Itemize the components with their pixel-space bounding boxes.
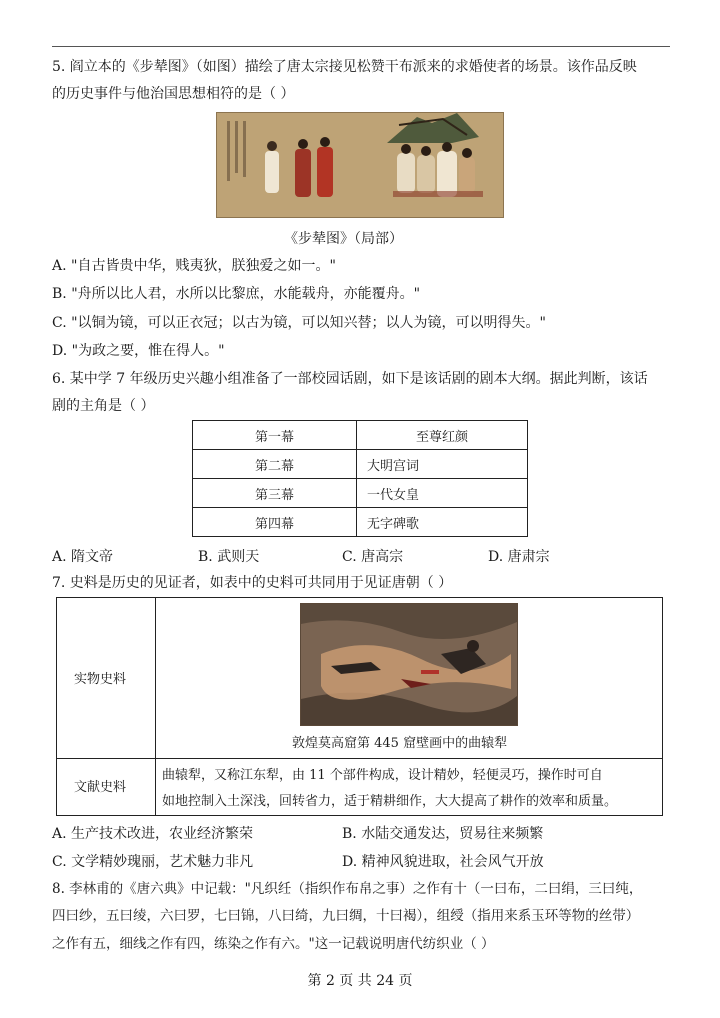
q5-stem-line1: 5. 阎立本的《步辇图》（如图）描绘了唐太宗接见松赞干布派来的求婚使者的场景。该作品反映 [52, 59, 637, 75]
act-cell: 第二幕 [193, 450, 357, 479]
top-rule [52, 46, 670, 47]
q5-image-caption: 《步辇图》（局部） [284, 231, 403, 247]
table-row [193, 479, 528, 508]
q8-stem-line1: 8. 李林甫的《唐六典》中记载："凡织纴（指织作布帛之事）之作有十（一曰布，二曰绢，三曰纯， [52, 881, 643, 897]
act-title-cell: 一代女皇 [357, 479, 528, 508]
q6-option-d: D. 唐肃宗 [488, 549, 550, 565]
q6-option-a: A. 隋文帝 [52, 549, 114, 565]
q5-stem-line2: 的历史事件与他治国思想相符的是（ ） [52, 86, 295, 102]
q7-option-c: C. 文学精妙瑰丽，艺术魅力非凡 [52, 854, 254, 870]
document-source-label: 文献史料 [74, 780, 127, 795]
q7-option-b: B. 水陆交通发达，贸易往来频繁 [342, 826, 544, 842]
act-cell: 第四幕 [193, 508, 357, 537]
q5-option-d: D. "为政之要，惟在得人。" [52, 343, 225, 359]
table-row [193, 450, 528, 479]
page-footer: 第 2 页 共 24 页 [307, 973, 413, 989]
act-title-cell: 至尊红颜 [357, 421, 528, 450]
q5-option-a: A. "自古皆贵中华，贱夷狄，朕独爱之如一。" [52, 258, 336, 274]
table-divider [57, 758, 662, 759]
document-source-text-line1: 曲辕犁，又称江东犁，由 11 个部件构成，设计精妙，轻便灵巧，操作时可自 [162, 768, 603, 783]
q6-option-b: B. 武则天 [198, 549, 260, 565]
q7-options-row2 [52, 851, 672, 871]
q6-option-c: C. 唐高宗 [342, 549, 404, 565]
act-cell: 第一幕 [193, 421, 357, 450]
q5-option-c: C. "以铜为镜，可以正衣冠；以古为镜，可以知兴替；以人为镜，可以明得失。" [52, 315, 546, 331]
q5-option-b: B. "舟所以比人君，水所以比黎庶，水能载舟，亦能覆舟。" [52, 286, 421, 302]
q7-stem: 7. 史料是历史的见证者，如表中的史料可共同用于见证唐朝（ ） [52, 575, 453, 591]
document-source-text-line2: 如地控制入土深浅，回转省力，适于精耕细作，大大提高了耕作的效率和质量。 [162, 794, 618, 809]
q7-option-a: A. 生产技术改进，农业经济繁荣 [52, 826, 254, 842]
act-title-cell: 无字碑歌 [357, 508, 528, 537]
table-divider [155, 598, 156, 815]
act-title-cell: 大明宫词 [357, 450, 528, 479]
script-outline-table [192, 420, 528, 537]
q6-stem-line2: 剧的主角是（ ） [52, 398, 155, 414]
q7-option-d: D. 精神风貌进取，社会风气开放 [342, 854, 544, 870]
dunhuang-mural-image [300, 603, 518, 726]
act-cell: 第三幕 [193, 479, 357, 508]
physical-source-label: 实物史料 [74, 672, 127, 687]
q7-options-row1 [52, 823, 672, 843]
q6-options [52, 546, 672, 566]
q6-stem-line1: 6. 某中学 7 年级历史兴趣小组准备了一部校园话剧，如下是该话剧的剧本大纲。据此判断，该话 [52, 371, 648, 387]
table-row [193, 421, 528, 450]
q8-stem-line3: 之作有五，细线之作有四，练染之作有六。"这一记载说明唐代纺织业（ ） [52, 936, 495, 952]
bunian-tu-painting [216, 112, 504, 218]
q7-image-caption: 敦煌莫高窟第 445 窟壁画中的曲辕犁 [292, 736, 508, 751]
q8-stem-line2: 四曰纱，五曰绫，六曰罗，七曰锦，八曰绮，九曰绸，十曰褐），组绶（指用来系玉环等物的丝带） [52, 908, 640, 924]
table-row [193, 508, 528, 537]
